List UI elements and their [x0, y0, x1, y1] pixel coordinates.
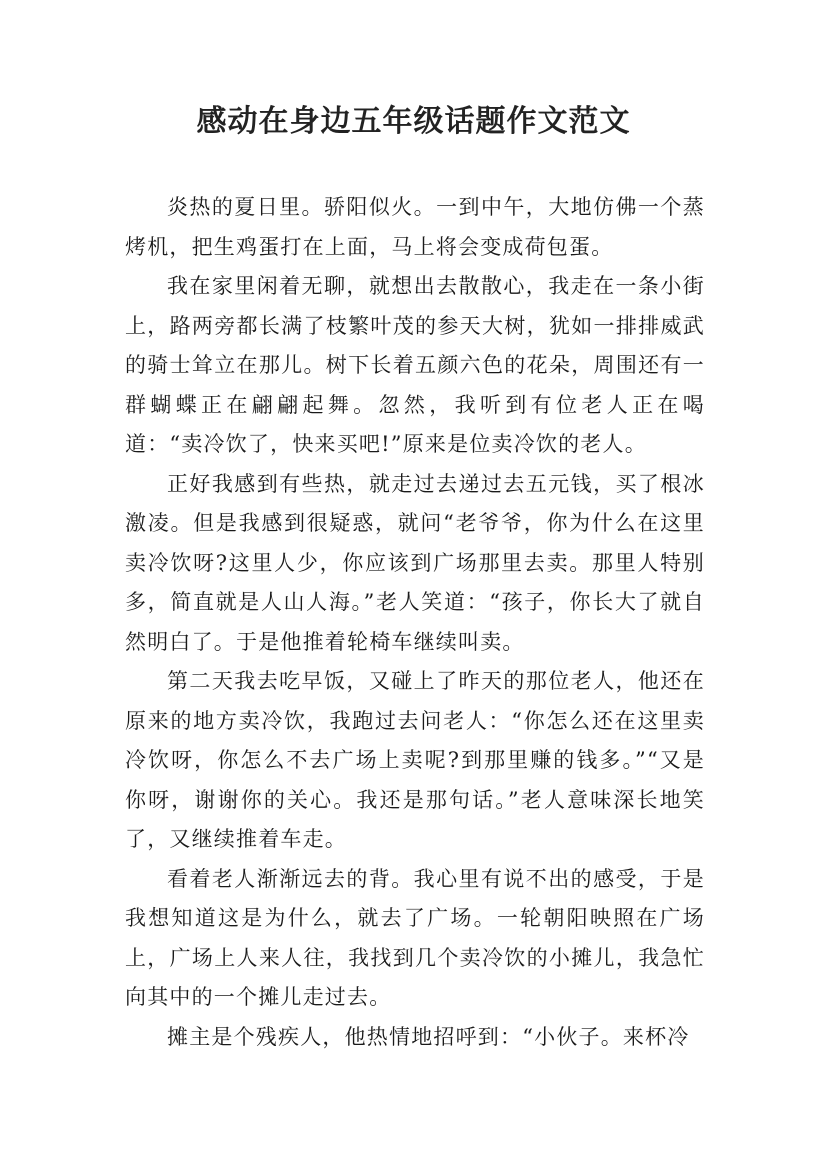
paragraph: 看着老人渐渐远去的背。我心里有说不出的感受，于是我想知道这是为什么，就去了广场。一轮朝阳映照在广场上，广场上人来人往，我找到几个卖冷饮的小摊儿，我急忙向其中的一个摊儿走过去。 [125, 866, 705, 1009]
paragraph: 第二天我去吃早饭，又碰上了昨天的那位老人，他还在原来的地方卖冷饮，我跑过去问老人：“你怎么还在这里卖冷饮呀，你怎么不去广场上卖呢?到那里赚的钱多。”“又是你呀，谢谢你的关心。我还是那句话。”老人意味深长地笑了，又继续推着车走。 [125, 669, 705, 851]
paragraph: 炎热的夏日里。骄阳似火。一到中午，大地仿佛一个蒸烤机，把生鸡蛋打在上面，马上将会变成荷包蛋。 [125, 195, 705, 259]
page-title: 感动在身边五年级话题作文范文 [196, 104, 631, 139]
paragraph: 摊主是个残疾人，他热情地招呼到：“小伙子。来杯冷 [167, 1024, 690, 1049]
document-body [125, 188, 705, 1057]
paragraph: 正好我感到有些热，就走过去递过去五元钱，买了根冰激凌。但是我感到很疑惑，就问“老爷爷，你为什么在这里卖冷饮呀?这里人少，你应该到广场那里去卖。那里人特别多，简直就是人山人海。”老人笑道：“孩子，你长大了就自然明白了。于是他推着轮椅车继续叫卖。 [125, 471, 705, 654]
paragraph: 我在家里闲着无聊，就想出去散散心，我走在一条小街上，路两旁都长满了枝繁叶茂的参天大树，犹如一排排威武的骑士耸立在那儿。树下长着五颜六色的花朵，周围还有一群蝴蝶正在翩翩起舞。忽然，我听到有位老人正在喝道：“卖冷饮了，快来买吧!”原来是位卖冷饮的老人。 [125, 274, 705, 456]
